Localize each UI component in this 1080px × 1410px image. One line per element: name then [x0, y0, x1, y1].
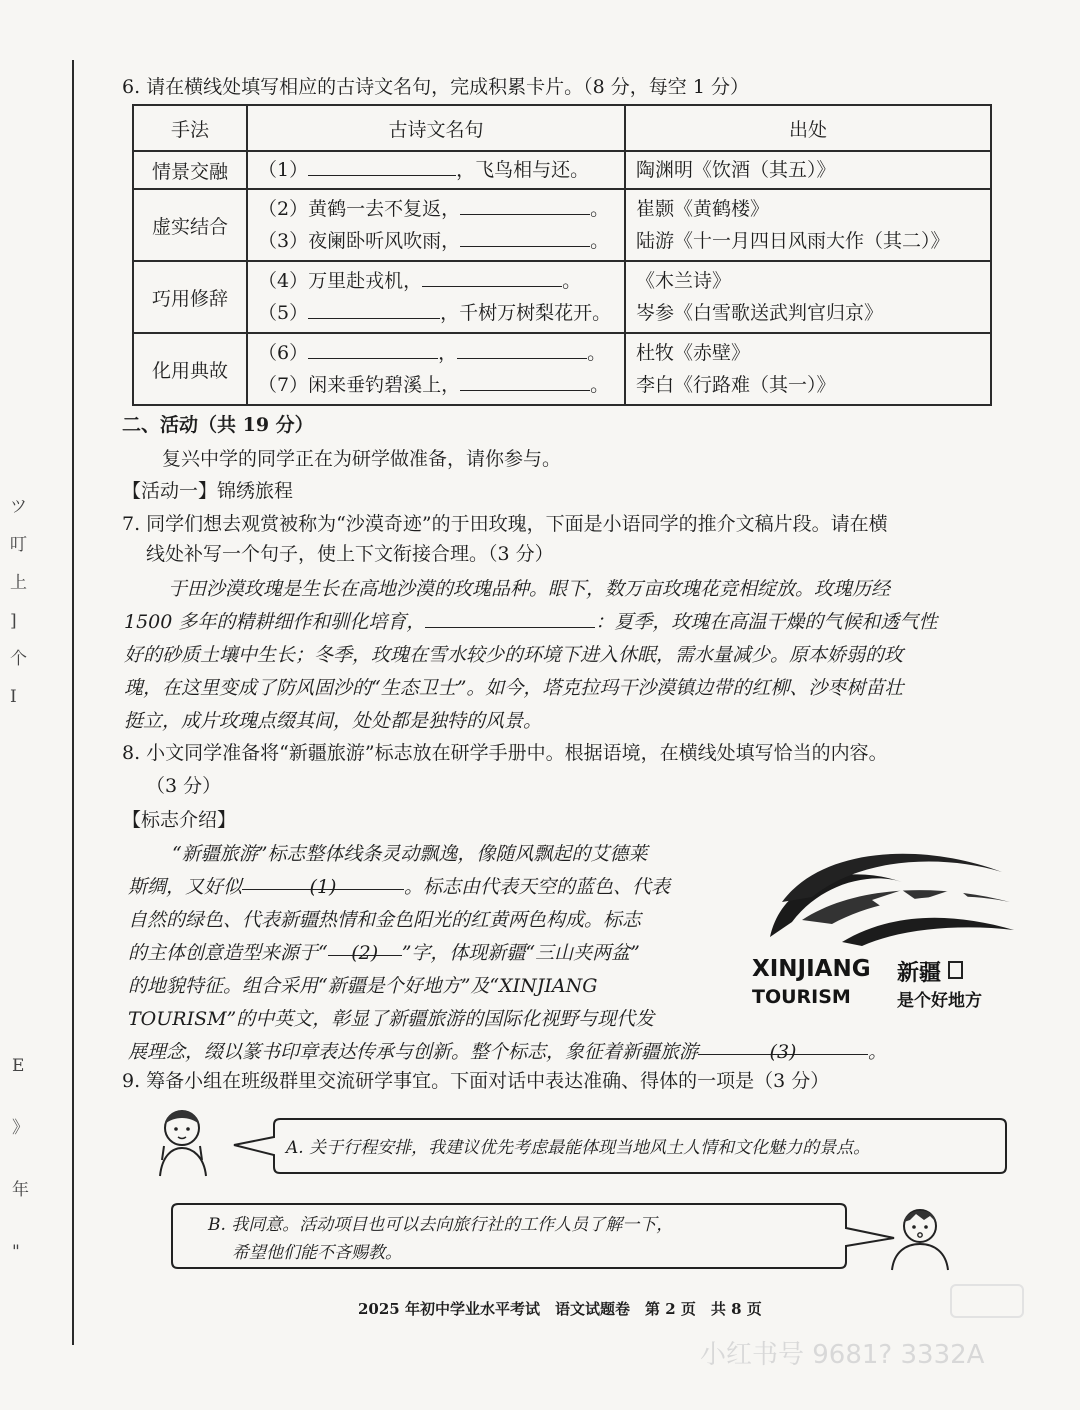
- verse-text: ，飞鸟相与还。: [456, 159, 590, 181]
- technique-cell: 虚实结合: [133, 189, 247, 261]
- binding-margin-line: [72, 60, 74, 1345]
- table-row: [133, 189, 991, 261]
- margin-char: 》: [12, 1118, 29, 1138]
- logo-passage-line: [128, 1036, 887, 1069]
- section2-title: 二、活动（共 19 分）: [122, 414, 314, 436]
- margin-char: I: [10, 687, 17, 707]
- answer-blank[interactable]: [308, 157, 456, 176]
- passage-text: ”字，体现新疆“三山夹两盆”: [401, 942, 640, 964]
- option-a-text[interactable]: A. 关于行程安排，我建议优先考虑最能体现当地风土人情和文化魅力的景点。: [286, 1138, 871, 1158]
- verse-text: （3）夜阑卧听风吹雨，: [258, 230, 461, 252]
- verse-text: （4）万里赴戎机，: [258, 270, 423, 292]
- answer-blank[interactable]: [308, 300, 440, 319]
- option-b-text-line1[interactable]: B. 我同意。活动项目也可以去向旅行社的工作人员了解一下，: [208, 1215, 674, 1235]
- technique-cell: 巧用修辞: [133, 261, 247, 333]
- technique-cell: 情景交融: [133, 151, 247, 189]
- passage-text: 斯绸，又好似: [128, 876, 243, 898]
- page-footer: 2025 年初中学业水平考试 语文试题卷 第 2 页 共 8 页: [358, 1300, 762, 1318]
- table-row: [133, 261, 991, 333]
- logo-passage-line: 的地貌特征。组合采用“新疆是个好地方”及“XINJIANG: [128, 975, 598, 997]
- q7-passage-line: [124, 606, 937, 639]
- q6-title: 6. 请在横线处填写相应的古诗文名句，完成积累卡片。（8 分，每空 1 分）: [122, 76, 749, 98]
- source-text: 崔颢《黄鹤楼》: [636, 198, 770, 220]
- q7-stem-line1: 7. 同学们想去观赏被称为“沙漠奇迹”的于田玫瑰，下面是小语同学的推介文稿片段。请在横: [122, 513, 888, 535]
- activity1-heading: 【活动一】锦绣旅程: [122, 480, 294, 502]
- logo-cn-line1: 新疆: [897, 961, 942, 986]
- table-row: [133, 151, 991, 189]
- verse-text: （7）闲来垂钓碧溪上，: [258, 374, 461, 396]
- q7-passage-line: 瑰，在这里变成了防风固沙的“生态卫士”。如今，塔克拉玛干沙漠镇边带的红柳、沙枣树苗壮: [124, 677, 904, 699]
- passage-text: ：夏季，玫瑰在高温干燥的气候和透气性: [595, 611, 938, 633]
- header-source: 出处: [625, 105, 991, 151]
- source-text: 杜牧《赤壁》: [636, 342, 751, 364]
- source-text: 《木兰诗》: [636, 270, 732, 292]
- answer-blank[interactable]: [460, 228, 590, 247]
- verse-cell: [247, 261, 625, 333]
- passage-text: 。: [868, 1041, 888, 1063]
- source-text: 李白《行路难（其一）》: [636, 374, 836, 396]
- blank-number: (2): [351, 942, 379, 964]
- source-text: 岑参《白雪歌送武判官归京》: [636, 302, 884, 324]
- source-cell: [625, 151, 991, 189]
- margin-char: ツ: [10, 497, 27, 517]
- passage-text: 的主体创意造型来源于“: [128, 942, 328, 964]
- answer-blank[interactable]: [460, 372, 590, 391]
- q7-passage-line: 于田沙漠玫瑰是生长在高地沙漠的玫瑰品种。眼下，数万亩玫瑰花竞相绽放。玫瑰历经: [168, 578, 891, 600]
- item-label: （5）: [258, 302, 309, 324]
- margin-char: 年: [12, 1180, 29, 1200]
- answer-blank[interactable]: [460, 196, 590, 215]
- margin-char: E: [12, 1056, 25, 1076]
- technique-cell: 化用典故: [133, 333, 247, 405]
- header-technique: 手法: [133, 105, 247, 151]
- table-header-row: [133, 105, 991, 151]
- q7-stem-line2: 线处补写一个句子，使上下文衔接合理。（3 分）: [146, 543, 554, 565]
- q8-stem-line1: 8. 小文同学准备将“新疆旅游”标志放在研学手册中。根据语境，在横线处填写恰当的内容。: [122, 742, 888, 764]
- option-b-text-line2[interactable]: 希望他们能不吝赐教。: [232, 1243, 402, 1263]
- q7-passage-line: 挺立，成片玫瑰点缀其间，处处都是独特的风景。: [124, 710, 543, 732]
- answer-blank[interactable]: [457, 340, 587, 359]
- passage-text: 。标志由代表天空的蓝色、代表: [404, 876, 671, 898]
- item-label: （1）: [258, 159, 309, 181]
- margin-char: 个: [10, 649, 27, 669]
- header-verse: 古诗文名句: [247, 105, 625, 151]
- girl-avatar-icon: [150, 1100, 220, 1178]
- logo-en-line2: TOURISM: [752, 986, 851, 1008]
- source-text: 陶渊明《饮酒（其五）》: [636, 159, 836, 181]
- passage-text: 展理念，缀以篆书印章表达传承与创新。整个标志，象征着新疆旅游: [128, 1041, 699, 1063]
- blank-number: (3): [769, 1041, 797, 1063]
- swirl-emblem-icon: [752, 842, 1022, 957]
- logo-passage-line: [128, 871, 670, 904]
- answer-blank[interactable]: [425, 609, 595, 628]
- section2-intro: 复兴中学的同学正在为研学做准备，请你参与。: [162, 448, 562, 470]
- margin-char: 上: [10, 573, 27, 593]
- answer-blank-3[interactable]: [698, 1036, 868, 1063]
- margin-char: ": [12, 1242, 20, 1262]
- seal-stamp-icon: [948, 961, 963, 979]
- punct: 。: [590, 374, 610, 396]
- source-text: 陆游《十一月四日风雨大作（其二）》: [636, 230, 950, 252]
- accumulation-card-table: [132, 104, 992, 406]
- xinjiang-tourism-logo: [752, 842, 1022, 1012]
- margin-char: ]: [10, 611, 17, 631]
- answer-blank[interactable]: [308, 340, 438, 359]
- blank-number: (1): [309, 876, 337, 898]
- q7-passage-line: 好的砂质土壤中生长；冬季，玫瑰在雪水较少的环境下进入休眠，需水量减少。原本娇弱的玫: [124, 644, 904, 666]
- logo-passage-line: [128, 937, 640, 970]
- margin-fragments-lower: [12, 1035, 29, 1283]
- verse-text: ，千树万树梨花开。: [440, 302, 612, 324]
- logo-passage-line: “新疆旅游”标志整体线条灵动飘逸，像随风飘起的艾德莱: [172, 843, 648, 865]
- logo-passage-line: 自然的绿色、代表新疆热情和金色阳光的红黄两色构成。标志: [128, 909, 642, 931]
- boy-avatar-icon: [886, 1200, 956, 1272]
- margin-fragments: [10, 488, 27, 716]
- punct: 。: [590, 230, 610, 252]
- verse-cell: [247, 151, 625, 189]
- verse-cell: [247, 333, 625, 405]
- logo-intro-heading: 【标志介绍】: [122, 809, 237, 831]
- item-label: （6）: [258, 342, 309, 364]
- source-cell: [625, 261, 991, 333]
- watermark-badge: [950, 1284, 1024, 1318]
- q8-stem-line2: （3 分）: [146, 775, 222, 797]
- verse-cell: [247, 189, 625, 261]
- logo-en-line1: XINJIANG: [752, 956, 871, 982]
- source-cell: [625, 333, 991, 405]
- table-row: [133, 333, 991, 405]
- q9-stem: 9. 筹备小组在班级群里交流研学事宜。下面对话中表达准确、得体的一项是（3 分）: [122, 1070, 830, 1092]
- answer-blank[interactable]: [422, 268, 562, 287]
- punct: 。: [562, 270, 582, 292]
- answer-blank-1[interactable]: [242, 871, 404, 898]
- verse-text: （2）黄鹤一去不复返，: [258, 198, 461, 220]
- logo-passage-line: TOURISM”的中英文，彰显了新疆旅游的国际化视野与现代发: [128, 1008, 655, 1030]
- punct: 。: [590, 198, 610, 220]
- punct: 。: [587, 342, 607, 364]
- margin-char: 叮: [10, 535, 27, 555]
- logo-cn-line2: 是个好地方: [897, 991, 982, 1011]
- answer-blank-2[interactable]: [328, 937, 402, 964]
- source-cell: [625, 189, 991, 261]
- passage-text: 1500 多年的精耕细作和驯化培育，: [124, 611, 426, 633]
- punct: ，: [438, 342, 458, 364]
- watermark-text: 小红书号 9681? 3332A: [700, 1340, 985, 1370]
